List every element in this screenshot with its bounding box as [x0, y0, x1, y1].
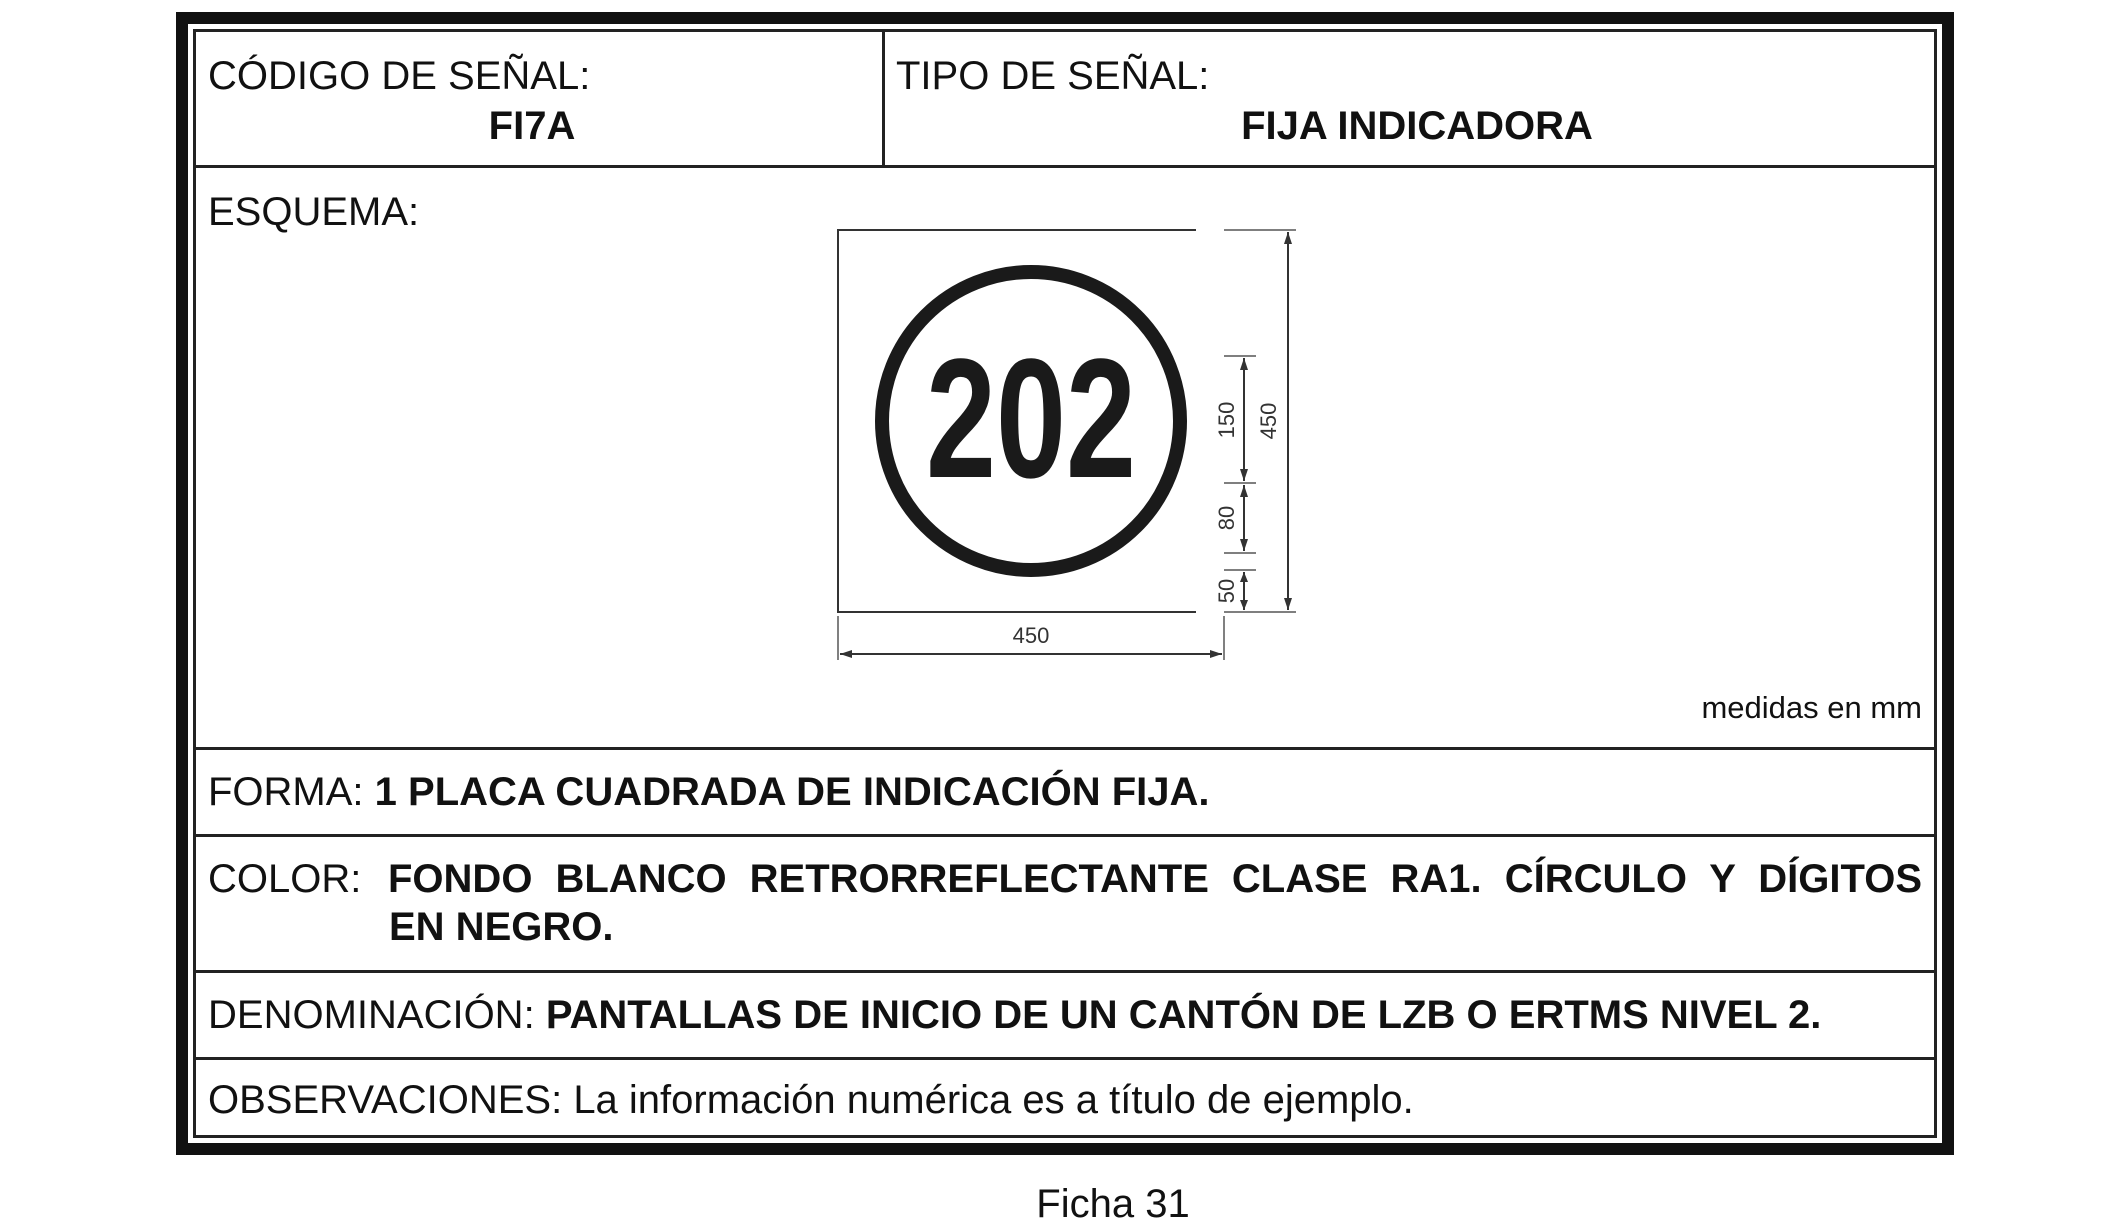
denominacion-value: PANTALLAS DE INICIO DE UN CANTÓN DE LZB O ERTMS NIVEL 2.: [545, 993, 1822, 1037]
color-value-line2: EN NEGRO.: [389, 905, 614, 949]
observaciones-label: OBSERVACIONES:: [208, 1078, 563, 1122]
dim-gap-label: 80: [1214, 505, 1239, 531]
forma-line: [208, 768, 1210, 816]
dim-height-arrow-top: [1284, 232, 1292, 244]
codigo-value: FI7A: [488, 104, 576, 148]
dim-height-arrow-bottom: [1284, 598, 1292, 610]
forma-row: [196, 750, 1934, 837]
color-row: [196, 837, 1934, 973]
denominacion-label: DENOMINACIÓN:: [208, 993, 535, 1037]
tipo-label: TIPO DE SEÑAL:: [896, 54, 1210, 98]
observaciones-line: [208, 1076, 1414, 1124]
color-label: COLOR:: [208, 857, 362, 901]
esquema-row: [196, 168, 1934, 750]
dim-margin-arrow-bottom: [1240, 600, 1248, 610]
units-note: medidas en mm: [1701, 690, 1922, 725]
ficha-frame: [176, 12, 1954, 1155]
dim-digits-label: 150: [1214, 401, 1239, 439]
forma-label: FORMA:: [208, 770, 364, 814]
dim-gap-arrow-top: [1240, 485, 1248, 497]
dim-margin-label: 50: [1214, 578, 1239, 604]
codigo-label: CÓDIGO DE SEÑAL:: [208, 54, 591, 98]
forma-value: 1 PLACA CUADRADA DE INDICACIÓN FIJA.: [374, 770, 1210, 814]
color-value-line1: FONDO BLANCO RETRORREFLECTANTE CLASE RA1. CÍRCULO Y DÍGITOS: [388, 857, 1922, 901]
dim-width-arrow-right: [1210, 650, 1222, 658]
dim-gap-arrow-bottom: [1240, 539, 1248, 551]
dim-width-arrow-left: [840, 650, 852, 658]
observaciones-row: [196, 1060, 1934, 1141]
denominacion-line: [208, 991, 1821, 1039]
dimension-lines: [836, 228, 1316, 708]
ficha-table: [193, 29, 1937, 1138]
figure-caption: Ficha 31: [1036, 1182, 1190, 1226]
tipo-value: FIJA INDICADORA: [1241, 104, 1593, 148]
observaciones-value: La información numérica es a título de ejemplo.: [573, 1078, 1414, 1122]
ficha-inner: [188, 24, 1942, 1143]
sign-number: 202: [926, 324, 1136, 514]
header-row: [196, 32, 1934, 168]
dim-digits-arrow-bottom: [1240, 469, 1248, 481]
dim-digits-arrow-top: [1240, 358, 1248, 370]
dim-margin-arrow-top: [1240, 572, 1248, 582]
esquema-label: ESQUEMA:: [208, 190, 420, 234]
dim-height-label: 450: [1256, 402, 1281, 440]
denominacion-row: [196, 973, 1934, 1060]
dim-width-label: 450: [1012, 623, 1050, 648]
